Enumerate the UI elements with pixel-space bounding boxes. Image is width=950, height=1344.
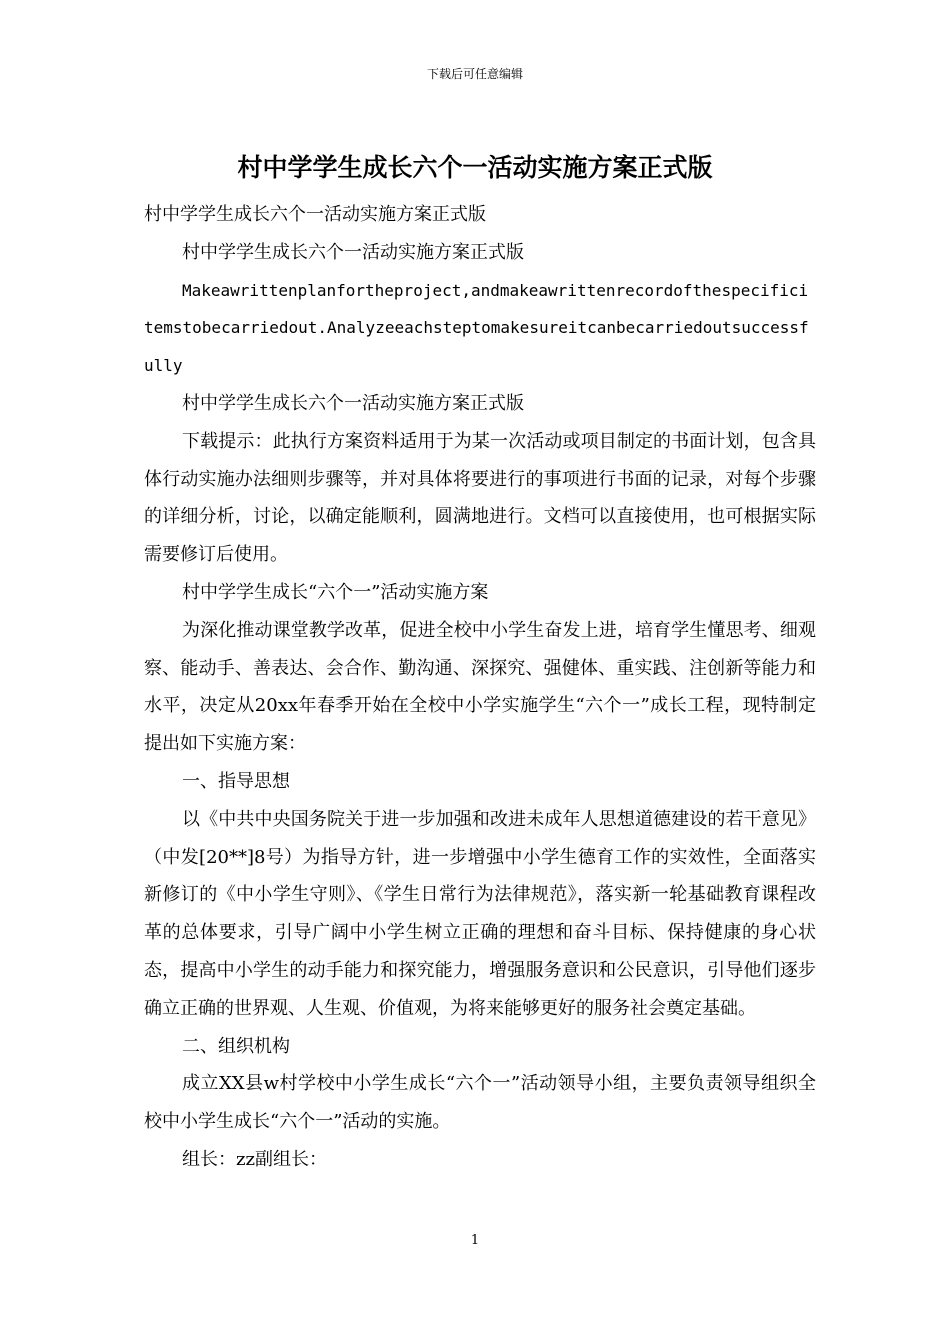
- page-number: 1: [470, 1233, 480, 1248]
- document-title: 村中学学生成长六个一活动实施方案正式版: [237, 153, 713, 182]
- paragraph-title-repeat: 村中学学生成长六个一活动实施方案正式版: [182, 241, 524, 263]
- document-body: [144, 196, 816, 1179]
- paragraph-introduction: 为深化推动课堂教学改革，促进全校中小学生奋发上进，培育学生懂思考、细观察、能动手、善表达、会合作、勤沟通、深探究、强健体、重实践、注创新等能力和水平，决定从20xx年春季开始在全校中小学实施学生“六个一”成长工程，现特制定提出如下实施方案：: [144, 619, 816, 755]
- section-heading-organization: 二、组织机构: [182, 1035, 290, 1057]
- paragraph-english-summary: Makeawrittenplanfortheproject,andmakeawrittenrecordofthespecificitemstobecarriedout.Analyzeeachsteptomakesureitcanbecarriedoutsuccessfully: [144, 280, 809, 376]
- paragraph-download-tip: 下载提示：此执行方案资料适用于为某一次活动或项目制定的书面计划，包含具体行动实施办法细则步骤等，并对具体将要进行的事项进行书面的记录，对每个步骤的详细分析，讨论，以确定能顺利，圆满地进行。文档可以直接使用，也可根据实际需要修订后使用。: [144, 430, 816, 566]
- paragraph-team-leaders: 组长：zz副组长：: [182, 1148, 327, 1170]
- paragraph-organization: 成立XX县w村学校中小学生成长“六个一”活动领导小组，主要负责领导组织全校中小学生成长“六个一”活动的实施。: [144, 1073, 816, 1133]
- paragraph-title-repeat-2: 村中学学生成长六个一活动实施方案正式版: [182, 392, 524, 414]
- section-heading-guiding-ideology: 一、指导思想: [182, 770, 290, 792]
- paragraph-subtitle: 村中学学生成长六个一活动实施方案正式版: [144, 204, 486, 225]
- header-note: 下载后可任意编辑: [426, 67, 523, 81]
- paragraph-guiding-ideology: 以《中共中央国务院关于进一步加强和改进未成年人思想道德建设的若干意见》（中发[20**]8号）为指导方针，进一步增强中小学生德育工作的实效性，全面落实新修订的《中小学生守则》、《学生日常行为法律规范》，落实新一轮基础教育课程改革的总体要求，引导广阔中小学生树立正确的理想和奋斗目标、保持健康的身心状态，提高中小学生的动手能力和探究能力，增强服务意识和公民意识，引导他们逐步确立正确的世界观、人生观、价值观，为将来能够更好的服务社会奠定基础。: [144, 808, 816, 1019]
- paragraph-plan-heading: 村中学学生成长“六个一”活动实施方案: [182, 581, 489, 603]
